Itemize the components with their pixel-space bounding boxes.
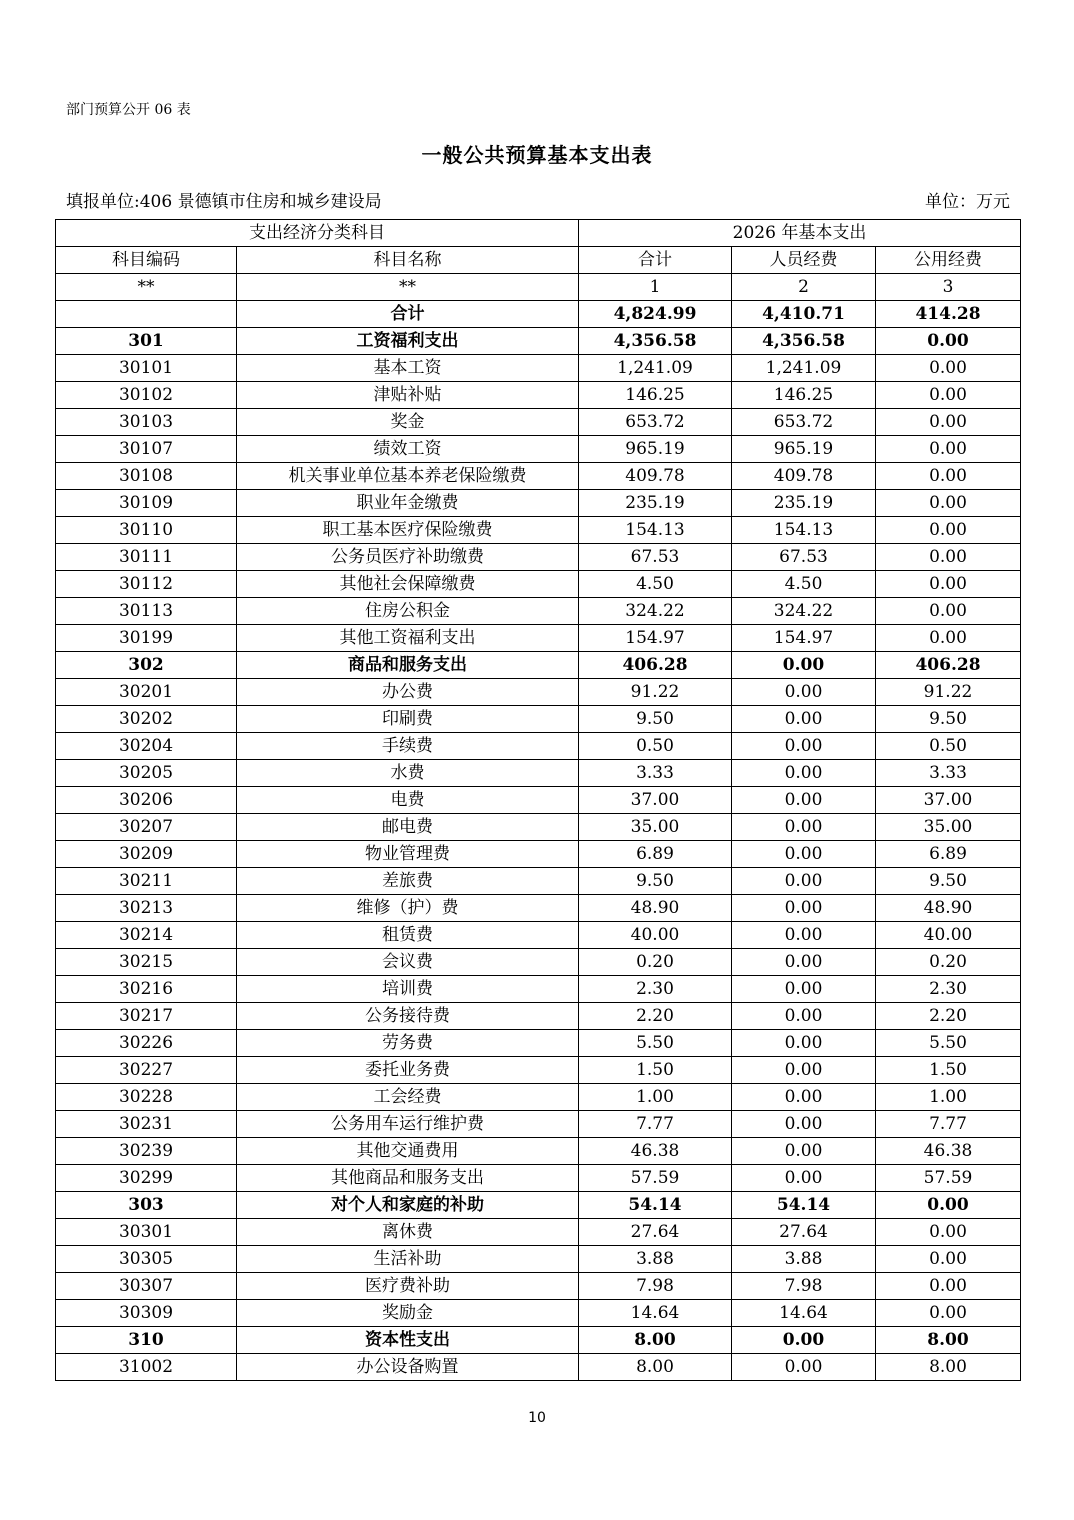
cell-code: 303 [56, 1192, 237, 1219]
cell-personnel: 0.00 [732, 1354, 876, 1381]
header-name: 科目名称 [237, 247, 579, 274]
cell-total: 409.78 [579, 463, 732, 490]
cell-code: 30205 [56, 760, 237, 787]
cell-name: 办公设备购置 [237, 1354, 579, 1381]
table-row [56, 1165, 1021, 1192]
cell-total: 35.00 [579, 814, 732, 841]
cell-public: 0.00 [876, 328, 1021, 355]
table-row [56, 1138, 1021, 1165]
cell-public: 5.50 [876, 1030, 1021, 1057]
cell-name: 职工基本医疗保险缴费 [237, 517, 579, 544]
cell-personnel: 324.22 [732, 598, 876, 625]
cell-name: 基本工资 [237, 355, 579, 382]
table-row [56, 706, 1021, 733]
table-row [56, 760, 1021, 787]
index-public: 3 [876, 274, 1021, 301]
cell-public: 0.20 [876, 949, 1021, 976]
cell-total: 5.50 [579, 1030, 732, 1057]
cell-public: 9.50 [876, 868, 1021, 895]
cell-code: 30216 [56, 976, 237, 1003]
table-row [56, 544, 1021, 571]
cell-total: 48.90 [579, 895, 732, 922]
cell-name: 工会经费 [237, 1084, 579, 1111]
header-basic-expenditure: 2026 年基本支出 [579, 220, 1021, 247]
cell-public: 0.00 [876, 1300, 1021, 1327]
table-row [56, 625, 1021, 652]
cell-public: 2.30 [876, 976, 1021, 1003]
cell-public: 0.00 [876, 409, 1021, 436]
cell-public: 8.00 [876, 1327, 1021, 1354]
cell-public: 0.00 [876, 382, 1021, 409]
cell-public: 0.00 [876, 436, 1021, 463]
cell-name: 其他社会保障缴费 [237, 571, 579, 598]
cell-personnel: 0.00 [732, 814, 876, 841]
cell-total: 3.33 [579, 760, 732, 787]
budget-table [55, 219, 1021, 1381]
cell-total: 146.25 [579, 382, 732, 409]
table-row [56, 355, 1021, 382]
table-row [56, 382, 1021, 409]
cell-total: 406.28 [579, 652, 732, 679]
cell-name: 奖励金 [237, 1300, 579, 1327]
table-row [56, 679, 1021, 706]
cell-personnel: 3.88 [732, 1246, 876, 1273]
cell-name: 其他工资福利支出 [237, 625, 579, 652]
table-row [56, 1273, 1021, 1300]
cell-name: 邮电费 [237, 814, 579, 841]
index-personnel: 2 [732, 274, 876, 301]
cell-total: 154.13 [579, 517, 732, 544]
cell-public: 37.00 [876, 787, 1021, 814]
cell-code: 30204 [56, 733, 237, 760]
header-code: 科目编码 [56, 247, 237, 274]
cell-personnel: 0.00 [732, 1327, 876, 1354]
table-row [56, 1219, 1021, 1246]
cell-code: 30211 [56, 868, 237, 895]
cell-code: 30103 [56, 409, 237, 436]
cell-total: 653.72 [579, 409, 732, 436]
cell-name: 培训费 [237, 976, 579, 1003]
cell-total: 4,824.99 [579, 301, 732, 328]
cell-public: 9.50 [876, 706, 1021, 733]
cell-public: 48.90 [876, 895, 1021, 922]
cell-public: 0.00 [876, 1273, 1021, 1300]
unit-line [66, 187, 1010, 211]
index-name: ** [237, 274, 579, 301]
cell-total: 4,356.58 [579, 328, 732, 355]
cell-total: 9.50 [579, 868, 732, 895]
table-row [56, 409, 1021, 436]
cell-name: 劳务费 [237, 1030, 579, 1057]
table-row [56, 922, 1021, 949]
cell-code: 30215 [56, 949, 237, 976]
cell-total: 2.20 [579, 1003, 732, 1030]
currency-unit: 单位：万元 [925, 192, 1010, 212]
cell-total: 40.00 [579, 922, 732, 949]
cell-code: 30299 [56, 1165, 237, 1192]
cell-personnel: 0.00 [732, 652, 876, 679]
cell-name: 办公费 [237, 679, 579, 706]
cell-total: 67.53 [579, 544, 732, 571]
cell-personnel: 154.97 [732, 625, 876, 652]
cell-public: 3.33 [876, 760, 1021, 787]
cell-code: 30217 [56, 1003, 237, 1030]
cell-name: 维修（护）费 [237, 895, 579, 922]
cell-personnel: 235.19 [732, 490, 876, 517]
cell-total: 1.50 [579, 1057, 732, 1084]
table-row [56, 1354, 1021, 1381]
cell-code: 30109 [56, 490, 237, 517]
cell-code: 30111 [56, 544, 237, 571]
cell-personnel: 54.14 [732, 1192, 876, 1219]
cell-public: 0.00 [876, 571, 1021, 598]
header-index-row [56, 274, 1021, 301]
page-title: 一般公共预算基本支出表 [421, 143, 653, 167]
cell-personnel: 0.00 [732, 1138, 876, 1165]
cell-code: 30199 [56, 625, 237, 652]
cell-personnel: 0.00 [732, 760, 876, 787]
cell-personnel: 0.00 [732, 1165, 876, 1192]
cell-personnel: 0.00 [732, 1003, 876, 1030]
cell-personnel: 67.53 [732, 544, 876, 571]
cell-personnel: 27.64 [732, 1219, 876, 1246]
cell-personnel: 0.00 [732, 976, 876, 1003]
cell-name: 职业年金缴费 [237, 490, 579, 517]
index-total: 1 [579, 274, 732, 301]
cell-code: 30112 [56, 571, 237, 598]
cell-personnel: 0.00 [732, 1057, 876, 1084]
cell-name: 物业管理费 [237, 841, 579, 868]
reporting-unit: 填报单位:406 景德镇市住房和城乡建设局 [66, 192, 382, 212]
cell-public: 40.00 [876, 922, 1021, 949]
cell-public: 0.50 [876, 733, 1021, 760]
table-row [56, 652, 1021, 679]
cell-code: 30110 [56, 517, 237, 544]
header-economic-class: 支出经济分类科目 [56, 220, 579, 247]
cell-name: 住房公积金 [237, 598, 579, 625]
cell-name: 公务员医疗补助缴费 [237, 544, 579, 571]
cell-personnel: 0.00 [732, 841, 876, 868]
cell-total: 7.98 [579, 1273, 732, 1300]
cell-personnel: 4,410.71 [732, 301, 876, 328]
cell-total: 27.64 [579, 1219, 732, 1246]
cell-name: 公务接待费 [237, 1003, 579, 1030]
cell-public: 0.00 [876, 1192, 1021, 1219]
table-row [56, 301, 1021, 328]
header-total: 合计 [579, 247, 732, 274]
cell-code: 30107 [56, 436, 237, 463]
cell-total: 324.22 [579, 598, 732, 625]
cell-total: 3.88 [579, 1246, 732, 1273]
cell-personnel: 4.50 [732, 571, 876, 598]
cell-code: 30108 [56, 463, 237, 490]
cell-name: 奖金 [237, 409, 579, 436]
cell-name: 工资福利支出 [237, 328, 579, 355]
table-row [56, 463, 1021, 490]
cell-personnel: 409.78 [732, 463, 876, 490]
table-row [56, 841, 1021, 868]
cell-total: 4.50 [579, 571, 732, 598]
cell-personnel: 14.64 [732, 1300, 876, 1327]
cell-personnel: 0.00 [732, 1030, 876, 1057]
cell-code: 30113 [56, 598, 237, 625]
cell-public: 7.77 [876, 1111, 1021, 1138]
cell-total: 965.19 [579, 436, 732, 463]
cell-personnel: 146.25 [732, 382, 876, 409]
cell-code: 30305 [56, 1246, 237, 1273]
table-row [56, 328, 1021, 355]
cell-total: 37.00 [579, 787, 732, 814]
cell-code: 30228 [56, 1084, 237, 1111]
cell-personnel: 0.00 [732, 706, 876, 733]
cell-total: 9.50 [579, 706, 732, 733]
cell-personnel: 4,356.58 [732, 328, 876, 355]
cell-personnel: 0.00 [732, 733, 876, 760]
cell-total: 54.14 [579, 1192, 732, 1219]
table-row [56, 1057, 1021, 1084]
table-row [56, 1084, 1021, 1111]
cell-name: 机关事业单位基本养老保险缴费 [237, 463, 579, 490]
cell-code: 30213 [56, 895, 237, 922]
cell-public: 35.00 [876, 814, 1021, 841]
cell-code: 30309 [56, 1300, 237, 1327]
table-row [56, 814, 1021, 841]
cell-total: 154.97 [579, 625, 732, 652]
cell-code: 30231 [56, 1111, 237, 1138]
cell-public: 0.00 [876, 355, 1021, 382]
table-row [56, 1003, 1021, 1030]
cell-name: 印刷费 [237, 706, 579, 733]
cell-total: 8.00 [579, 1354, 732, 1381]
index-code: ** [56, 274, 237, 301]
table-row [56, 436, 1021, 463]
cell-public: 6.89 [876, 841, 1021, 868]
cell-name: 租赁费 [237, 922, 579, 949]
cell-personnel: 0.00 [732, 922, 876, 949]
cell-total: 235.19 [579, 490, 732, 517]
cell-total: 46.38 [579, 1138, 732, 1165]
table-number-label: 部门预算公开 06 表 [66, 102, 191, 118]
cell-code: 30307 [56, 1273, 237, 1300]
cell-personnel: 0.00 [732, 679, 876, 706]
cell-public: 0.00 [876, 1219, 1021, 1246]
cell-personnel: 0.00 [732, 787, 876, 814]
cell-name: 水费 [237, 760, 579, 787]
cell-total: 91.22 [579, 679, 732, 706]
cell-code: 30202 [56, 706, 237, 733]
cell-personnel: 0.00 [732, 1111, 876, 1138]
cell-public: 0.00 [876, 625, 1021, 652]
cell-public: 46.38 [876, 1138, 1021, 1165]
cell-name: 会议费 [237, 949, 579, 976]
cell-code: 310 [56, 1327, 237, 1354]
cell-total: 0.20 [579, 949, 732, 976]
cell-code [56, 301, 237, 328]
header-public: 公用经费 [876, 247, 1021, 274]
cell-total: 7.77 [579, 1111, 732, 1138]
cell-public: 0.00 [876, 544, 1021, 571]
cell-personnel: 0.00 [732, 949, 876, 976]
cell-personnel: 965.19 [732, 436, 876, 463]
cell-name: 委托业务费 [237, 1057, 579, 1084]
cell-name: 手续费 [237, 733, 579, 760]
cell-public: 8.00 [876, 1354, 1021, 1381]
cell-name: 绩效工资 [237, 436, 579, 463]
cell-code: 30226 [56, 1030, 237, 1057]
cell-personnel: 653.72 [732, 409, 876, 436]
table-row [56, 517, 1021, 544]
cell-public: 0.00 [876, 598, 1021, 625]
cell-total: 1.00 [579, 1084, 732, 1111]
cell-name: 合计 [237, 301, 579, 328]
cell-total: 57.59 [579, 1165, 732, 1192]
cell-public: 1.00 [876, 1084, 1021, 1111]
table-row [56, 1111, 1021, 1138]
cell-code: 30301 [56, 1219, 237, 1246]
cell-name: 商品和服务支出 [237, 652, 579, 679]
cell-public: 0.00 [876, 490, 1021, 517]
table-row [56, 598, 1021, 625]
cell-code: 30102 [56, 382, 237, 409]
cell-personnel: 1,241.09 [732, 355, 876, 382]
cell-name: 生活补助 [237, 1246, 579, 1273]
cell-public: 414.28 [876, 301, 1021, 328]
header-column-row [56, 247, 1021, 274]
table-body [56, 301, 1021, 1381]
cell-public: 406.28 [876, 652, 1021, 679]
cell-code: 30206 [56, 787, 237, 814]
table-row [56, 1327, 1021, 1354]
header-group-row [56, 220, 1021, 247]
cell-personnel: 0.00 [732, 868, 876, 895]
cell-name: 电费 [237, 787, 579, 814]
cell-personnel: 154.13 [732, 517, 876, 544]
cell-total: 6.89 [579, 841, 732, 868]
cell-name: 对个人和家庭的补助 [237, 1192, 579, 1219]
cell-total: 14.64 [579, 1300, 732, 1327]
table-row [56, 1030, 1021, 1057]
table-row [56, 1192, 1021, 1219]
cell-code: 30209 [56, 841, 237, 868]
table-row [56, 949, 1021, 976]
cell-name: 公务用车运行维护费 [237, 1111, 579, 1138]
cell-total: 8.00 [579, 1327, 732, 1354]
cell-code: 30239 [56, 1138, 237, 1165]
table-row [56, 868, 1021, 895]
cell-code: 30101 [56, 355, 237, 382]
cell-total: 2.30 [579, 976, 732, 1003]
table-row [56, 976, 1021, 1003]
cell-code: 30207 [56, 814, 237, 841]
cell-name: 其他商品和服务支出 [237, 1165, 579, 1192]
cell-public: 2.20 [876, 1003, 1021, 1030]
cell-name: 差旅费 [237, 868, 579, 895]
table-row [56, 733, 1021, 760]
cell-public: 1.50 [876, 1057, 1021, 1084]
cell-name: 离休费 [237, 1219, 579, 1246]
table-row [56, 1300, 1021, 1327]
table-row [56, 571, 1021, 598]
cell-code: 30201 [56, 679, 237, 706]
cell-personnel: 7.98 [732, 1273, 876, 1300]
header-personnel: 人员经费 [732, 247, 876, 274]
cell-total: 1,241.09 [579, 355, 732, 382]
table-row [56, 1246, 1021, 1273]
cell-total: 0.50 [579, 733, 732, 760]
cell-personnel: 0.00 [732, 1084, 876, 1111]
cell-public: 0.00 [876, 463, 1021, 490]
table-row [56, 787, 1021, 814]
table-row [56, 490, 1021, 517]
cell-code: 302 [56, 652, 237, 679]
cell-public: 0.00 [876, 1246, 1021, 1273]
cell-public: 57.59 [876, 1165, 1021, 1192]
page-number: 10 [528, 1410, 546, 1426]
cell-code: 301 [56, 328, 237, 355]
cell-code: 30227 [56, 1057, 237, 1084]
cell-code: 31002 [56, 1354, 237, 1381]
cell-name: 资本性支出 [237, 1327, 579, 1354]
cell-personnel: 0.00 [732, 895, 876, 922]
cell-public: 0.00 [876, 517, 1021, 544]
cell-name: 津贴补贴 [237, 382, 579, 409]
cell-public: 91.22 [876, 679, 1021, 706]
cell-name: 医疗费补助 [237, 1273, 579, 1300]
cell-code: 30214 [56, 922, 237, 949]
cell-name: 其他交通费用 [237, 1138, 579, 1165]
table-row [56, 895, 1021, 922]
